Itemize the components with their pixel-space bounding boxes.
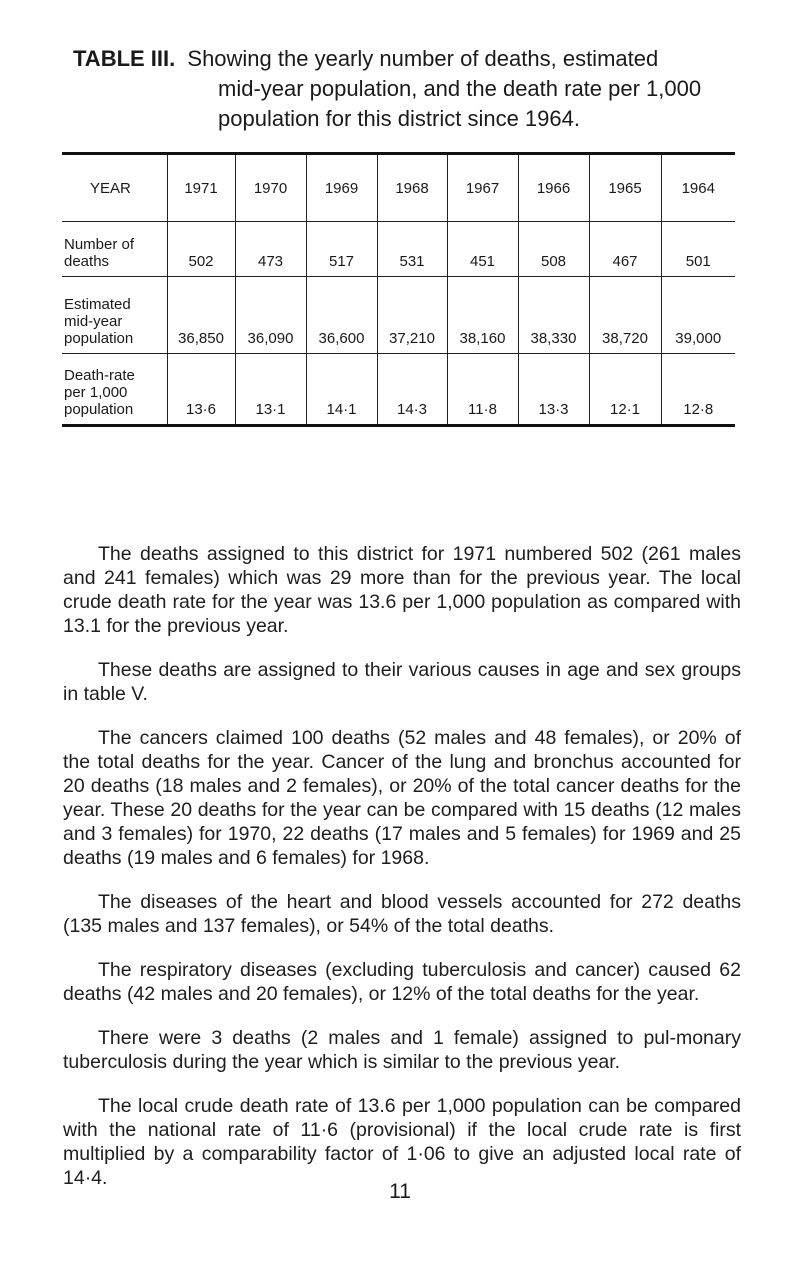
row-label: Estimated mid-year population xyxy=(62,277,167,354)
table-row-deaths xyxy=(62,222,735,277)
paragraph: These deaths are assigned to their various causes in age and sex groups in table V. xyxy=(63,659,741,705)
paragraph: There were 3 deaths (2 males and 1 female) assigned to pul-monary tuberculosis during the year which is similar to the previous year. xyxy=(63,1027,741,1073)
table-cell: 13·1 xyxy=(235,354,306,426)
year-header: YEAR xyxy=(90,179,131,197)
table-cell: 517 xyxy=(306,222,377,277)
table-cell: 38,160 xyxy=(447,277,518,354)
table-cell: 502 xyxy=(167,222,235,277)
table-cell: 37,210 xyxy=(377,277,447,354)
table-cell: 13·3 xyxy=(518,354,589,426)
year-header-cell: 1968 xyxy=(377,154,447,222)
year-header-cell: 1964 xyxy=(661,154,735,222)
table-row-population xyxy=(62,277,735,354)
table-label: TABLE III. xyxy=(73,46,176,71)
table-caption xyxy=(73,44,763,134)
page-number: 11 xyxy=(389,1180,411,1203)
year-header-cell: 1970 xyxy=(235,154,306,222)
year-header-cell: 1971 xyxy=(167,154,235,222)
table-cell: 467 xyxy=(589,222,661,277)
paragraph: The deaths assigned to this district for 1971 numbered 502 (261 males and 241 females) which was 29 more than for the previous year. The local crude death rate for the year was 13.6 per 1,000 population as compared with 13.1 for the previous year. xyxy=(63,543,741,637)
table-cell: 12·8 xyxy=(661,354,735,426)
table-cell: 473 xyxy=(235,222,306,277)
table-cell: 451 xyxy=(447,222,518,277)
table-cell: 38,330 xyxy=(518,277,589,354)
paragraph: The diseases of the heart and blood vessels accounted for 272 deaths (135 males and 137 females), or 54% of the total deaths. xyxy=(63,891,741,937)
table-cell: 11·8 xyxy=(447,354,518,426)
table-cell: 14·1 xyxy=(306,354,377,426)
body-text xyxy=(63,542,741,1210)
paragraph: The respiratory diseases (excluding tuberculosis and cancer) caused 62 deaths (42 males and 20 females), or 12% of the total deaths for the year. xyxy=(63,959,741,1005)
year-header-cell: 1965 xyxy=(589,154,661,222)
table-cell: 508 xyxy=(518,222,589,277)
table-cell: 36,090 xyxy=(235,277,306,354)
caption-line-1: Showing the yearly number of deaths, estimated xyxy=(187,46,659,71)
paragraph: The local crude death rate of 13.6 per 1,000 population can be compared with the national rate of 11·6 (provisional) if the local crude rate is first multiplied by a comparability factor of 1·06 to give an adjusted local rate of 14·4. xyxy=(63,1095,741,1189)
deaths-table xyxy=(62,152,735,427)
table-cell: 14·3 xyxy=(377,354,447,426)
table-cell: 501 xyxy=(661,222,735,277)
year-header-cell: 1969 xyxy=(306,154,377,222)
table-row-death-rate xyxy=(62,354,735,426)
caption-line-3: population for this district since 1964. xyxy=(218,106,580,131)
table-cell: 36,850 xyxy=(167,277,235,354)
year-header-cell: 1967 xyxy=(447,154,518,222)
table-cell: 39,000 xyxy=(661,277,735,354)
year-header-cell: 1966 xyxy=(518,154,589,222)
table-cell: 13·6 xyxy=(167,354,235,426)
paragraph: The cancers claimed 100 deaths (52 males and 48 females), or 20% of the total deaths for the year. Cancer of the lung and bronchus accounted for 20 deaths (18 males and 2 females), or 20% of the total cancer deaths for the year. These 20 deaths for the year can be compared with 15 deaths (12 males and 3 females) for 1970, 22 deaths (17 males and 5 females) for 1969 and 25 deaths (19 males and 6 females) for 1968. xyxy=(63,727,741,869)
row-label: Number of deaths xyxy=(62,222,167,277)
table-header-row xyxy=(62,154,735,222)
table-cell: 38,720 xyxy=(589,277,661,354)
table-cell: 12·1 xyxy=(589,354,661,426)
table-cell: 531 xyxy=(377,222,447,277)
table-cell: 36,600 xyxy=(306,277,377,354)
row-label: Death-rate per 1,000 population xyxy=(62,354,167,426)
caption-line-2: mid-year population, and the death rate per 1,000 xyxy=(218,76,702,101)
